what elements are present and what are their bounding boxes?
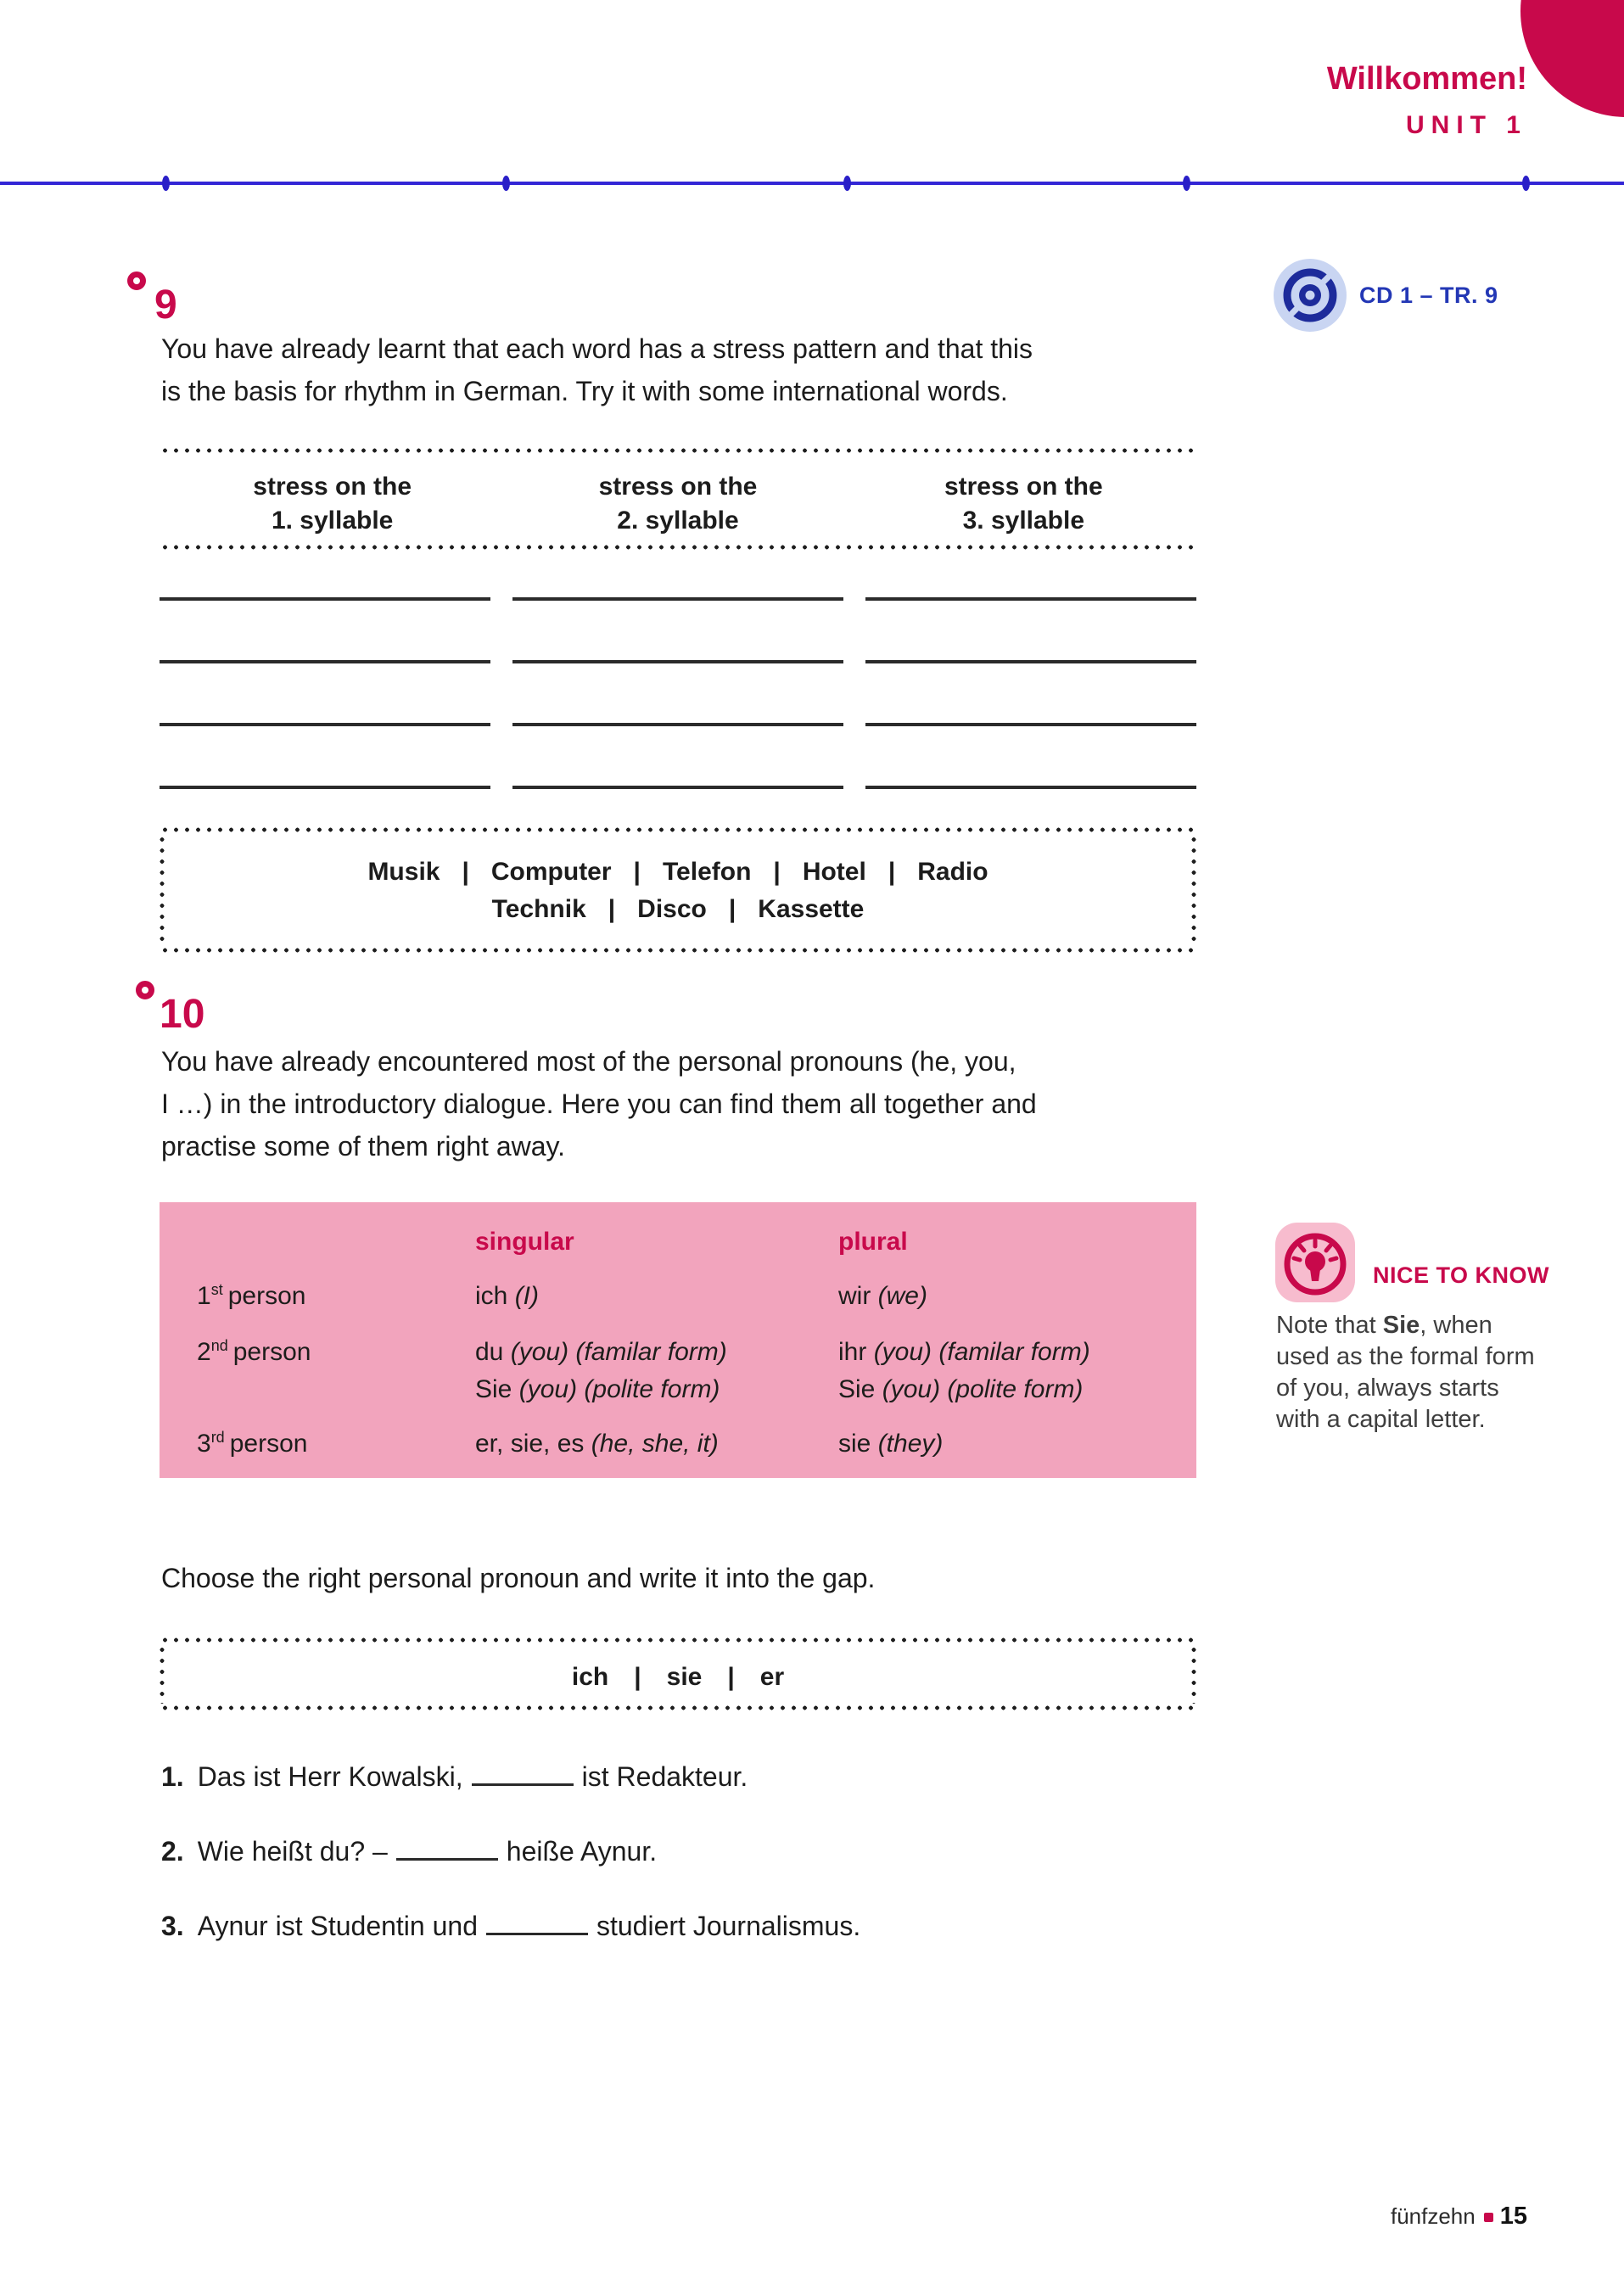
separator: | bbox=[633, 858, 641, 886]
pronoun-bank-item: ich bbox=[571, 1663, 609, 1691]
page-header bbox=[1327, 61, 1527, 140]
table-cell: sie (they) bbox=[838, 1430, 944, 1458]
intro-line: is the basis for rhythm in German. Try it with some international words. bbox=[161, 376, 1008, 406]
writing-line bbox=[512, 726, 843, 789]
row-label: 3rd person bbox=[197, 1429, 308, 1458]
table-cell: Sie (you) (polite form) bbox=[838, 1375, 1084, 1403]
unit-number: UNIT 1 bbox=[1405, 111, 1527, 139]
cd-icon bbox=[1273, 258, 1347, 333]
rule-dot bbox=[162, 176, 170, 191]
word-bank-item: Disco bbox=[637, 895, 707, 923]
table-cell: wir (we) bbox=[838, 1282, 927, 1310]
dotted-border-top bbox=[160, 448, 1196, 453]
pronoun-bank-item: er bbox=[759, 1663, 785, 1691]
exercise-ring-icon bbox=[127, 271, 146, 290]
corner-accent-circle bbox=[1520, 0, 1624, 117]
writing-line bbox=[865, 726, 1196, 789]
exercise-9-intro bbox=[161, 327, 1213, 412]
dotted-border-right bbox=[1191, 1644, 1196, 1704]
gap-sentence-2: 2. Wie heißt du? – heiße Aynur. bbox=[161, 1836, 658, 1867]
dotted-border-right bbox=[1191, 834, 1196, 946]
writing-line bbox=[160, 601, 490, 663]
table-cell: er, sie, es (he, she, it) bbox=[475, 1430, 719, 1458]
word-bank-item: Kassette bbox=[758, 895, 865, 923]
choose-instruction: Choose the right personal pronoun and write it into the gap. bbox=[161, 1563, 876, 1593]
audio-track-label: CD 1 – TR. 9 bbox=[1359, 282, 1498, 308]
dotted-border-left bbox=[160, 834, 165, 946]
intro-line: I …) in the introductory dialogue. Here you can find them all together and bbox=[161, 1089, 1037, 1119]
table-cell: ich (I) bbox=[475, 1282, 540, 1310]
intro-line: You have already encountered most of the personal pronouns (he, you, bbox=[161, 1046, 1016, 1077]
footer-dot-icon bbox=[1484, 2213, 1493, 2222]
exercise-number: 9 bbox=[154, 283, 177, 327]
table-cell: du (you) (familar form) bbox=[475, 1338, 727, 1366]
writing-lines-grid bbox=[160, 538, 1196, 789]
column-header-singular: singular bbox=[475, 1228, 574, 1256]
stress-column-header-1: stress on the 1. syllable bbox=[253, 473, 412, 535]
page-number-word: fünfzehn bbox=[1390, 2203, 1476, 2229]
stress-column-header-2: stress on the 2. syllable bbox=[598, 473, 758, 535]
pronoun-bank-row bbox=[160, 1663, 1196, 1692]
separator: | bbox=[608, 895, 616, 923]
word-bank-box bbox=[160, 827, 1196, 953]
rule-dot bbox=[502, 176, 510, 191]
exercise-10-intro bbox=[161, 1040, 1213, 1167]
column-header-plural: plural bbox=[838, 1228, 908, 1256]
intro-line: practise some of them right away. bbox=[161, 1131, 566, 1161]
header-rule bbox=[0, 182, 1624, 185]
separator: | bbox=[773, 858, 781, 886]
stress-table-header bbox=[160, 448, 1196, 550]
writing-line bbox=[865, 601, 1196, 663]
audio-reference bbox=[1273, 258, 1498, 333]
pronoun-bank-item: sie bbox=[666, 1663, 703, 1691]
lightbulb-icon bbox=[1274, 1222, 1356, 1303]
unit-title: Willkommen! bbox=[1326, 61, 1527, 97]
dotted-border-bottom bbox=[160, 948, 1196, 953]
writing-line bbox=[160, 538, 490, 601]
rule-dot bbox=[843, 176, 851, 191]
writing-line bbox=[512, 663, 843, 726]
dotted-border-bottom bbox=[160, 1705, 1196, 1710]
word-bank-row bbox=[160, 895, 1196, 924]
word-bank-item: Radio bbox=[917, 858, 988, 886]
pronoun-bank-box bbox=[160, 1637, 1196, 1710]
exercise-number: 10 bbox=[160, 992, 205, 1037]
separator: | bbox=[727, 1663, 735, 1691]
dotted-border-left bbox=[160, 1644, 165, 1704]
separator: | bbox=[888, 858, 896, 886]
table-cell: ihr (you) (familar form) bbox=[838, 1338, 1090, 1366]
dotted-border-top bbox=[160, 1637, 1196, 1643]
writing-line bbox=[160, 726, 490, 789]
answer-blank bbox=[396, 1846, 498, 1861]
answer-blank bbox=[472, 1772, 574, 1786]
exercise-ring-icon bbox=[136, 981, 154, 999]
word-bank-item: Telefon bbox=[662, 858, 752, 886]
pronoun-table bbox=[160, 1202, 1196, 1478]
writing-line bbox=[160, 663, 490, 726]
note-title: NICE TO KNOW bbox=[1373, 1262, 1549, 1288]
writing-line bbox=[512, 538, 843, 601]
gap-sentence-1: 1. Das ist Herr Kowalski, ist Redakteur. bbox=[161, 1761, 748, 1792]
rule-dot bbox=[1522, 176, 1530, 191]
rule-dot bbox=[1183, 176, 1190, 191]
dotted-border-top bbox=[160, 827, 1196, 832]
writing-line bbox=[865, 538, 1196, 601]
page-number: 15 bbox=[1499, 2203, 1527, 2230]
note-body: Note that Sie, when used as the formal form of you, always starts with a capital letter. bbox=[1276, 1312, 1535, 1433]
word-bank-row bbox=[160, 858, 1196, 887]
separator: | bbox=[462, 858, 469, 886]
gap-sentence-3: 3. Aynur ist Studentin und studiert Journalismus. bbox=[161, 1911, 861, 1941]
word-bank-item: Technik bbox=[491, 895, 586, 923]
word-bank-item: Computer bbox=[490, 858, 612, 886]
writing-line bbox=[865, 663, 1196, 726]
word-bank-item: Musik bbox=[367, 858, 440, 886]
page-footer bbox=[1391, 2203, 1527, 2231]
row-label: 1st person bbox=[197, 1281, 306, 1310]
writing-line bbox=[512, 601, 843, 663]
answer-blank bbox=[486, 1921, 588, 1935]
word-bank-item: Hotel bbox=[802, 858, 866, 886]
separator: | bbox=[634, 1663, 641, 1691]
intro-line: You have already learnt that each word has a stress pattern and that this bbox=[161, 333, 1033, 364]
table-cell: Sie (you) (polite form) bbox=[475, 1375, 720, 1403]
separator: | bbox=[728, 895, 736, 923]
stress-column-header-3: stress on the 3. syllable bbox=[944, 473, 1103, 535]
row-label: 2nd person bbox=[197, 1337, 311, 1366]
